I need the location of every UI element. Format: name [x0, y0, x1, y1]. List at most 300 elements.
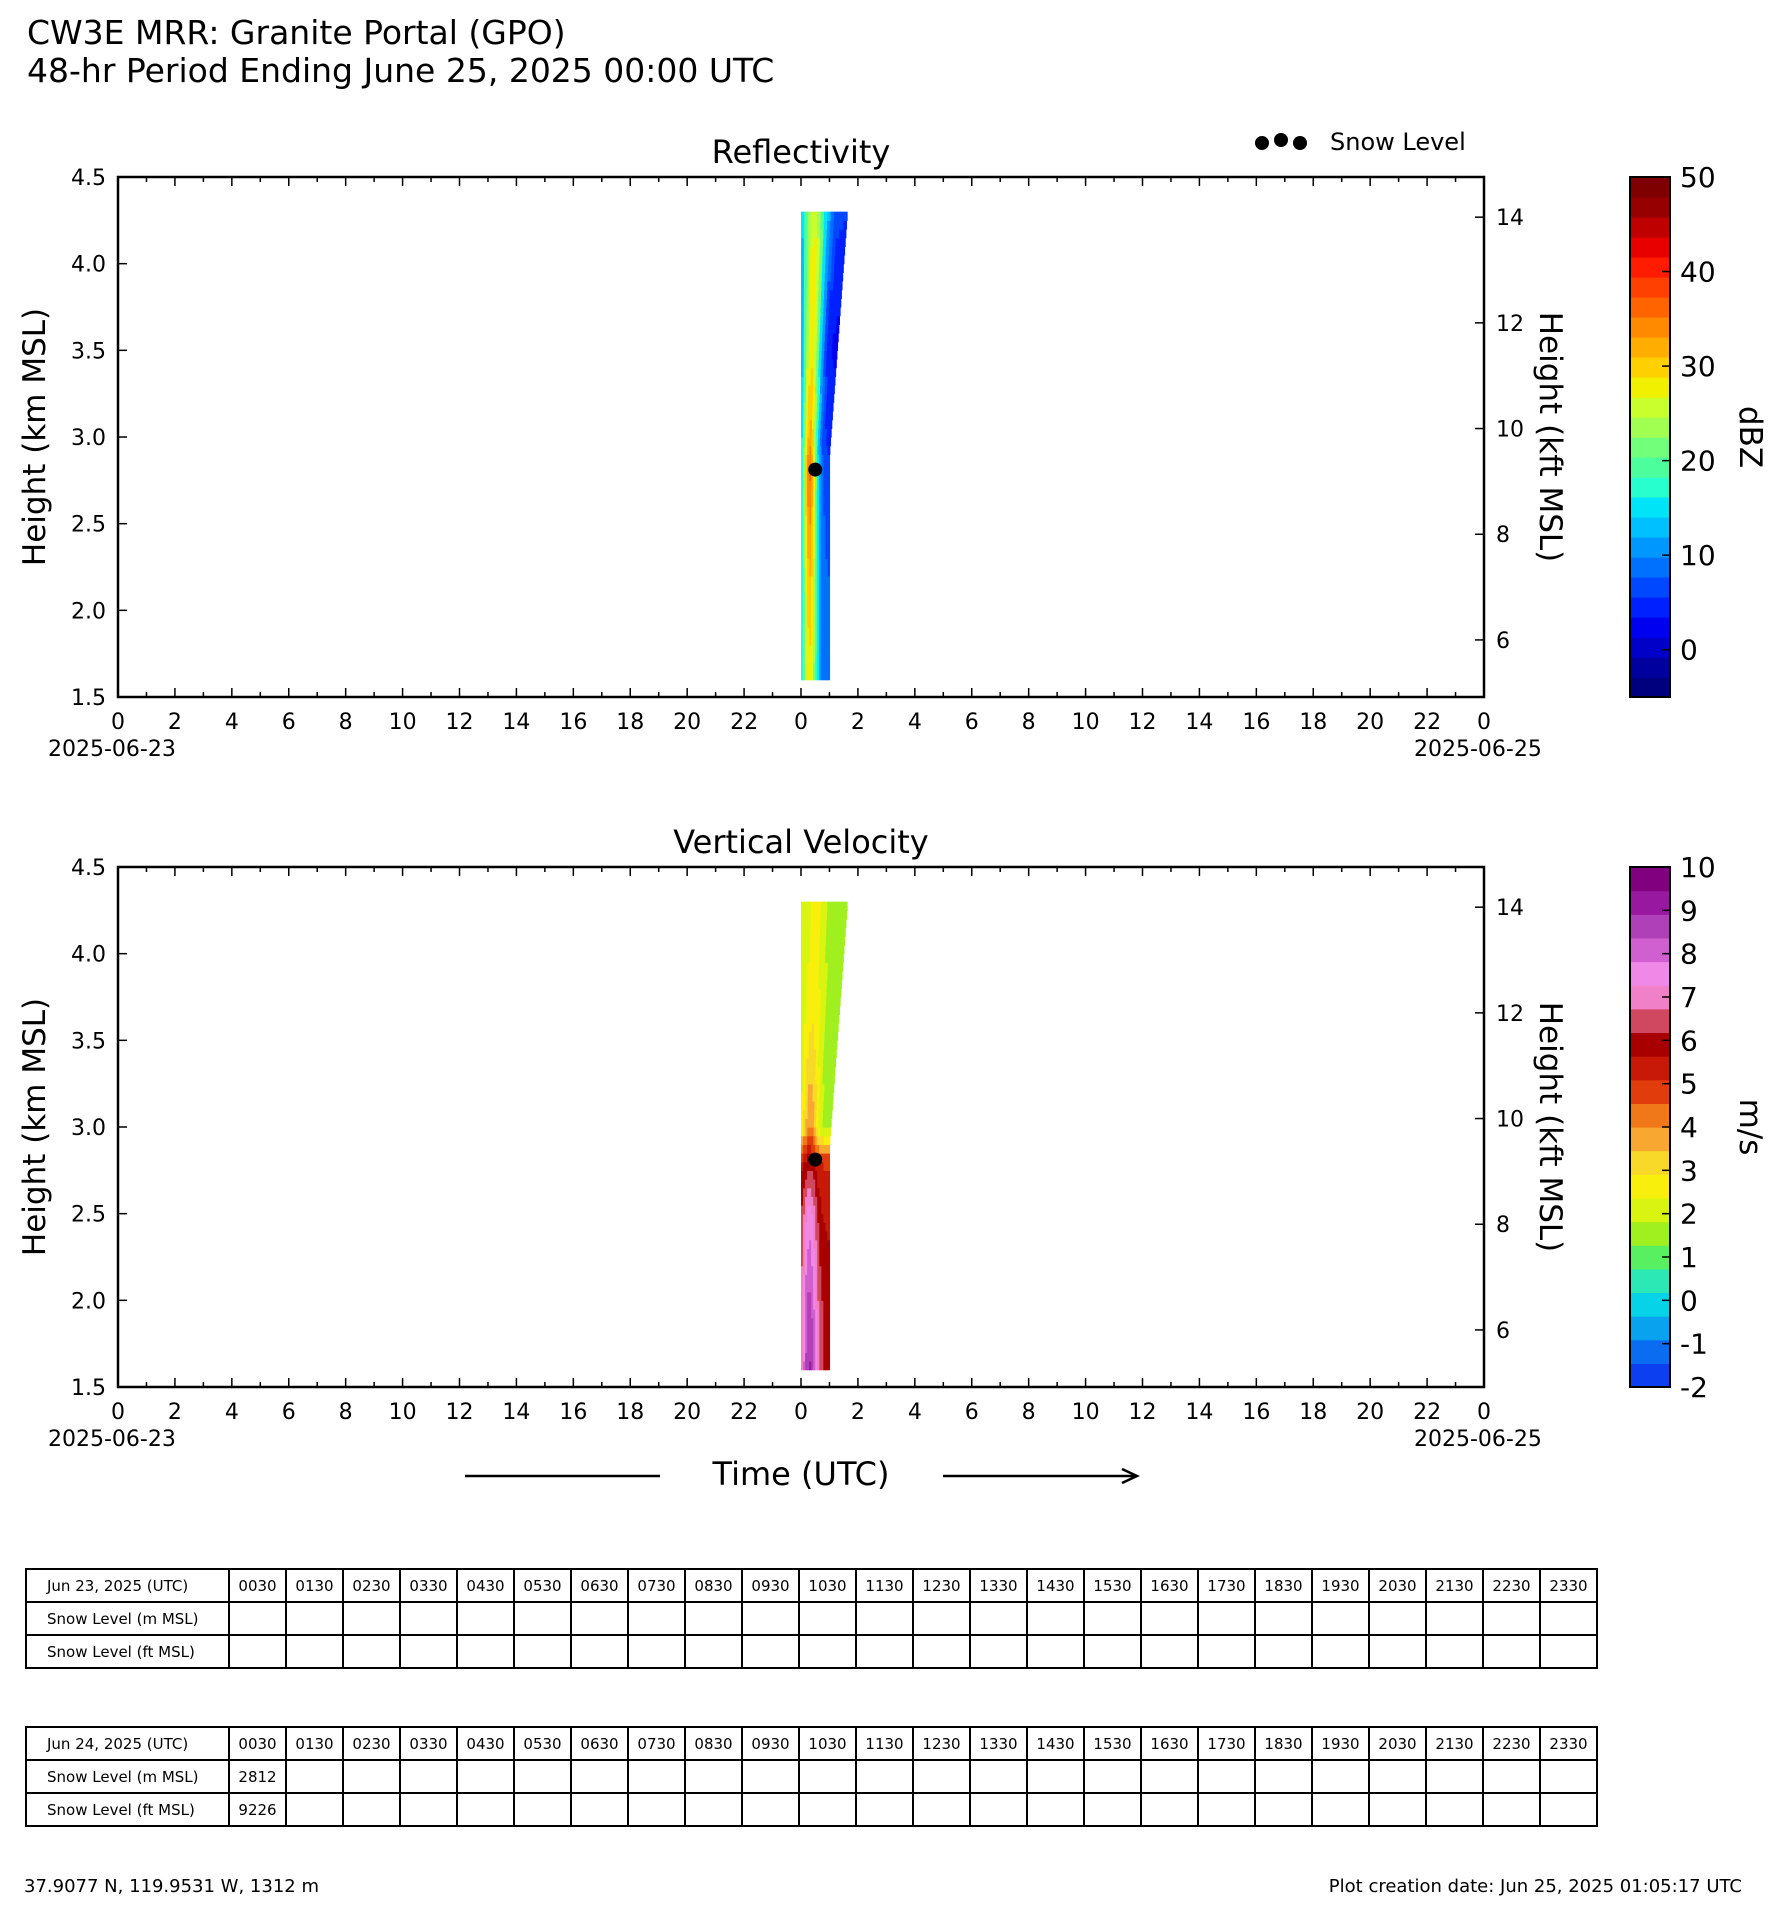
table-value-cell [856, 1793, 913, 1826]
y-tick-label: 4.5 [71, 856, 106, 881]
table-time-cell: 0130 [286, 1727, 343, 1760]
x-tick-label: 14 [502, 1400, 531, 1425]
y2-tick-label: 10 [1496, 1107, 1524, 1133]
colorbar-segment [1630, 1174, 1670, 1198]
heatmap-cell [841, 246, 845, 255]
y2-tick-label: 6 [1496, 628, 1510, 654]
legend-label: Snow Level [1330, 128, 1466, 156]
table-value-cell [1027, 1602, 1084, 1635]
y2-tick-label: 12 [1496, 1001, 1524, 1027]
table-row-label: Snow Level (ft MSL) [26, 1793, 229, 1826]
colorbar-segment [1630, 1198, 1670, 1222]
table-value-cell [571, 1760, 628, 1793]
table-value-cell [970, 1602, 1027, 1635]
table-value-cell [286, 1793, 343, 1826]
table-value-cell [1084, 1635, 1141, 1668]
colorbar-segment [1630, 357, 1670, 378]
table-date-label: Jun 23, 2025 (UTC) [26, 1569, 229, 1602]
colorbar-tick-label: 9 [1680, 894, 1698, 928]
x-tick-label: 2 [167, 1400, 182, 1425]
x-tick-label: 4 [224, 710, 239, 735]
heatmap-cell [835, 1023, 838, 1032]
table-value-cell [1198, 1793, 1255, 1826]
heatmap-cell [827, 576, 830, 585]
table-time-cell: 0130 [286, 1569, 343, 1602]
table-time-cell: 0330 [400, 1727, 457, 1760]
table-value-cell [1027, 1760, 1084, 1793]
heatmap-cell [827, 1188, 830, 1197]
y-tick-label: 2.5 [71, 512, 106, 538]
heatmap-cell [827, 1248, 830, 1257]
heatmap-cell [843, 229, 847, 238]
colorbar-tick-label: 0 [1680, 633, 1698, 667]
colorbar-tick-label: 10 [1680, 851, 1716, 884]
heatmap-cell [842, 238, 846, 247]
colorbar-segment [1630, 617, 1670, 638]
table-value-cell [856, 1760, 913, 1793]
heatmap-cell [839, 281, 843, 290]
heatmap-cell [839, 971, 843, 980]
heatmap-cell [827, 1309, 830, 1318]
heatmap-cell [835, 333, 838, 342]
colorbar-segment [1630, 1222, 1670, 1246]
table-time-cell: 0530 [514, 1569, 571, 1602]
x-tick-label: 0 [111, 710, 125, 735]
table-value-cell [286, 1760, 343, 1793]
table-value-cell [1540, 1635, 1597, 1668]
table-value-cell [286, 1635, 343, 1668]
table-value-cell [913, 1602, 970, 1635]
heatmap-cell [843, 919, 847, 928]
colorbar-segment [1630, 867, 1670, 891]
heatmap-cell [827, 1335, 830, 1344]
table-value-cell [1141, 1602, 1198, 1635]
table-row [26, 1793, 1597, 1826]
y-tick-label: 1.5 [71, 686, 106, 711]
x-tick-label: 8 [338, 710, 353, 735]
heatmap-cell [832, 376, 835, 385]
table-value-cell [1198, 1602, 1255, 1635]
colorbar-segment [1630, 1009, 1670, 1033]
heatmap-cell [832, 1075, 835, 1084]
x-tick-label: 8 [1021, 1400, 1036, 1425]
heatmap-cell [837, 307, 840, 316]
x-tick-label: 6 [281, 710, 296, 735]
heatmap-cell [841, 255, 845, 264]
table-value-cell [1198, 1760, 1255, 1793]
table-value-cell [685, 1635, 742, 1668]
colorbar-segment [1630, 1292, 1670, 1316]
table-time-cell: 1430 [1027, 1569, 1084, 1602]
table-value-cell [913, 1760, 970, 1793]
y-tick-label: 4.5 [71, 166, 106, 191]
heatmap-cell [831, 1092, 834, 1101]
table-value-cell [685, 1793, 742, 1826]
colorbar-segment [1630, 237, 1670, 258]
x-tick-label: 6 [964, 1400, 979, 1425]
heatmap-cell [827, 480, 830, 489]
x-tick-label: 16 [559, 710, 588, 735]
colorbar-segment [1630, 477, 1670, 498]
table-value-cell [1084, 1760, 1141, 1793]
table-time-cell: 0030 [229, 1569, 286, 1602]
colorbar-segment [1630, 1103, 1670, 1127]
y2-tick-label: 10 [1496, 417, 1524, 443]
table-value-cell [742, 1635, 799, 1668]
x-tick-label: 14 [502, 710, 531, 735]
y-tick-label: 3.0 [71, 1116, 106, 1141]
table-value-cell [1540, 1793, 1597, 1826]
table-value-cell [1312, 1793, 1369, 1826]
table-value-cell [514, 1602, 571, 1635]
heatmap-cell [840, 272, 844, 281]
y-axis-label-left: Height (km MSL) [17, 997, 53, 1257]
x-tick-label: 12 [445, 1400, 474, 1425]
y-axis-label-left: Height (km MSL) [17, 307, 53, 567]
heatmap-cell [828, 1127, 831, 1136]
table-value-cell [457, 1602, 514, 1635]
heatmap-cell [827, 506, 830, 515]
colorbar-segment [1630, 297, 1670, 318]
colorbar [1630, 161, 1768, 698]
colorbar-segment [1630, 597, 1670, 618]
table-time-cell: 0830 [685, 1569, 742, 1602]
table-time-cell: 0230 [343, 1569, 400, 1602]
table-value-cell [1084, 1793, 1141, 1826]
x-tick-label: 22 [730, 1400, 759, 1425]
table-time-cell: 1030 [799, 1569, 856, 1602]
colorbar-tick-label: 30 [1680, 350, 1716, 384]
y-tick-label: 4.0 [71, 252, 106, 278]
x-tick-label: 20 [1356, 710, 1385, 735]
y-axis-label-right: Height (kft MSL) [1532, 1001, 1568, 1253]
y2-tick-label: 14 [1496, 206, 1524, 232]
table-time-cell: 2130 [1426, 1569, 1483, 1602]
heatmap-cell [827, 1196, 830, 1205]
table-time-cell: 0530 [514, 1727, 571, 1760]
heatmap-cell [832, 385, 835, 394]
heatmap-cell [827, 1344, 830, 1353]
table-value-cell [1141, 1635, 1198, 1668]
table-value-cell [229, 1635, 286, 1668]
heatmap-cell [827, 532, 830, 541]
panel-title: Vertical Velocity [673, 823, 929, 861]
table-value-cell [400, 1793, 457, 1826]
heatmap-cell [827, 628, 830, 637]
heatmap-cell [844, 902, 848, 911]
table-time-cell: 1830 [1255, 1727, 1312, 1760]
heatmap-cell [827, 1326, 830, 1335]
table-time-cell: 1330 [970, 1569, 1027, 1602]
x-tick-label: 4 [907, 1400, 922, 1425]
table-value-cell [514, 1760, 571, 1793]
table-row-label: Snow Level (m MSL) [26, 1760, 229, 1793]
x-end-date: 2025-06-25 [1414, 1427, 1542, 1452]
table-value-cell [514, 1635, 571, 1668]
table-time-cell: 2230 [1483, 1569, 1540, 1602]
colorbar-segment [1630, 1269, 1670, 1293]
heatmap-cell [827, 662, 830, 671]
colorbar-segment [1630, 891, 1670, 915]
heatmap-cell [827, 1170, 830, 1179]
colorbar-tick-label: 2 [1680, 1197, 1698, 1231]
table-value-cell [400, 1602, 457, 1635]
table-value-cell [343, 1635, 400, 1668]
y2-tick-label: 8 [1496, 523, 1510, 549]
x-tick-label: 16 [1242, 1400, 1271, 1425]
figure-title-line1: CW3E MRR: Granite Portal (GPO) [27, 13, 566, 52]
x-tick-label: 16 [559, 1400, 588, 1425]
table-row [26, 1760, 1597, 1793]
colorbar-segment [1630, 1151, 1670, 1175]
table-value-cell [1369, 1760, 1426, 1793]
colorbar-tick-label: 10 [1680, 539, 1716, 573]
heatmap-cell [827, 1153, 830, 1162]
heatmap-cell [827, 567, 830, 576]
heatmap-cell [840, 954, 844, 963]
colorbar-tick-label: -1 [1680, 1327, 1708, 1361]
x-tick-label: 2 [167, 710, 182, 735]
heatmap-cell [828, 446, 831, 455]
colorbar-segment [1630, 257, 1670, 278]
heatmap-cell [827, 515, 830, 524]
heatmap-cell [838, 290, 841, 299]
snow-level-marker [808, 1153, 822, 1167]
y-tick-label: 2.0 [71, 599, 106, 625]
legend [1255, 128, 1466, 156]
table-time-cell: 1530 [1084, 1569, 1141, 1602]
heatmap-cell [836, 324, 839, 333]
heatmap-cell [827, 1318, 830, 1327]
heatmap-cell [840, 264, 844, 273]
heatmap-cell [827, 1300, 830, 1309]
colorbar-segment [1630, 497, 1670, 518]
heatmap-cell [827, 1274, 830, 1283]
colorbar-segment [1630, 914, 1670, 938]
colorbar-label: dBZ [1732, 405, 1768, 469]
heatmap-cell [837, 997, 840, 1006]
table-value-cell [514, 1793, 571, 1826]
colorbar-tick-label: 20 [1680, 444, 1716, 478]
colorbar-segment [1630, 437, 1670, 458]
table-value-cell [457, 1760, 514, 1793]
table-value-cell [1483, 1793, 1540, 1826]
table-value-cell [1255, 1793, 1312, 1826]
heatmap-cell [834, 350, 837, 359]
table-date-label: Jun 24, 2025 (UTC) [26, 1727, 229, 1760]
colorbar-segment [1630, 517, 1670, 538]
table-value-cell [628, 1793, 685, 1826]
colorbar-segment [1630, 1056, 1670, 1080]
x-tick-label: 12 [1128, 710, 1157, 735]
x-tick-label: 12 [1128, 1400, 1157, 1425]
table-time-cell: 1630 [1141, 1569, 1198, 1602]
heatmap-cell [843, 910, 847, 919]
heatmap-cell [834, 1040, 837, 1049]
table-value-cell [571, 1793, 628, 1826]
colorbar-segment [1630, 1032, 1670, 1056]
table-value-cell [1198, 1635, 1255, 1668]
table-row [26, 1635, 1597, 1668]
x-tick-label: 8 [338, 1400, 353, 1425]
legend-marker [1255, 136, 1269, 150]
colorbar-segment [1630, 377, 1670, 398]
x-tick-label: 2 [850, 710, 865, 735]
colorbar-tick-label: 5 [1680, 1067, 1698, 1101]
table-time-cell: 2030 [1369, 1569, 1426, 1602]
x-tick-label: 6 [281, 1400, 296, 1425]
site-location: 37.9077 N, 119.9531 W, 1312 m [24, 1876, 319, 1897]
snow-level-marker [808, 463, 822, 477]
colorbar-tick-label: 7 [1680, 981, 1698, 1014]
table-value-cell [1027, 1793, 1084, 1826]
table-value-cell [1027, 1635, 1084, 1668]
x-tick-label: 14 [1185, 1400, 1214, 1425]
table-value-cell [343, 1793, 400, 1826]
y-tick-label: 1.5 [71, 1376, 106, 1401]
colorbar-tick-label: 0 [1680, 1284, 1698, 1318]
table-value-cell [913, 1793, 970, 1826]
x-tick-label: 18 [616, 710, 645, 735]
table-value-cell [799, 1760, 856, 1793]
heatmap-cell [831, 402, 834, 411]
colorbar-segment [1630, 277, 1670, 298]
heatmap-cell [827, 654, 830, 663]
heatmap-cell [838, 988, 841, 997]
heatmap-cell [840, 962, 844, 971]
snow-level-table-jun24 [25, 1726, 1598, 1827]
table-time-cell: 1730 [1198, 1569, 1255, 1602]
heatmap-cell [827, 541, 830, 550]
heatmap-cell [841, 936, 845, 945]
table-time-cell: 1630 [1141, 1727, 1198, 1760]
table-value-cell [1312, 1760, 1369, 1793]
heatmap-cell [830, 420, 833, 429]
table-value-cell [628, 1635, 685, 1668]
legend-marker [1293, 136, 1307, 150]
heatmap-cell [837, 316, 840, 325]
x-tick-label: 8 [1021, 710, 1036, 735]
table-value-cell [970, 1793, 1027, 1826]
heatmap-cell [827, 1257, 830, 1266]
heatmap-cell [827, 602, 830, 611]
heatmap-cell [827, 454, 830, 463]
heatmap-cell [834, 1049, 837, 1058]
colorbar-tick-label: -2 [1680, 1371, 1708, 1404]
heatmap-cell [827, 1179, 830, 1188]
heatmap-cell [843, 220, 847, 229]
table-value-cell [1255, 1760, 1312, 1793]
colorbar-segment [1630, 1127, 1670, 1151]
x-tick-label: 18 [616, 1400, 645, 1425]
colorbar-tick-label: 50 [1680, 161, 1716, 194]
y2-tick-label: 6 [1496, 1318, 1510, 1344]
table-time-cell: 1730 [1198, 1727, 1255, 1760]
heatmap-cell [827, 498, 830, 507]
table-value-cell [1141, 1793, 1198, 1826]
heatmap-cell [842, 928, 846, 937]
heatmap-cell [836, 1014, 839, 1023]
table-value-cell [1540, 1602, 1597, 1635]
table-time-cell: 0730 [628, 1727, 685, 1760]
x-axis-label: Time (UTC) [712, 1455, 890, 1493]
table-time-cell: 0330 [400, 1569, 457, 1602]
heatmap-cell [827, 593, 830, 602]
x-tick-label: 10 [1071, 710, 1100, 735]
colorbar-tick-label: 8 [1680, 937, 1698, 971]
table-header-row [26, 1569, 1597, 1602]
heatmap [801, 902, 848, 1371]
x-tick-label: 0 [794, 710, 808, 735]
table-value-cell [400, 1635, 457, 1668]
table-time-cell: 1230 [913, 1727, 970, 1760]
table-time-cell: 0630 [571, 1727, 628, 1760]
y2-tick-label: 14 [1496, 896, 1524, 922]
colorbar-segment [1630, 577, 1670, 598]
heatmap-cell [838, 298, 841, 307]
table-value-cell: 2812 [229, 1760, 286, 1793]
heatmap-cell [827, 1292, 830, 1301]
heatmap-cell [827, 1214, 830, 1223]
table-value-cell [1483, 1635, 1540, 1668]
y-tick-label: 2.5 [71, 1202, 106, 1228]
table-value-cell [1369, 1602, 1426, 1635]
colorbar-segment [1630, 417, 1670, 438]
colorbar-tick-label: 40 [1680, 255, 1716, 289]
heatmap-cell [827, 1240, 830, 1249]
x-tick-label: 18 [1299, 710, 1328, 735]
table-row-label: Snow Level (m MSL) [26, 1602, 229, 1635]
table-value-cell [400, 1760, 457, 1793]
x-tick-label: 4 [224, 1400, 239, 1425]
table-time-cell: 0230 [343, 1727, 400, 1760]
heatmap-cell [829, 428, 832, 437]
heatmap-cell [827, 584, 830, 593]
y-tick-label: 3.5 [71, 339, 106, 365]
table-value-cell [856, 1635, 913, 1668]
x-start-date: 2025-06-23 [48, 737, 176, 762]
heatmap-cell [838, 980, 841, 989]
colorbar-segment [1630, 938, 1670, 962]
table-value-cell: 9226 [229, 1793, 286, 1826]
heatmap-cell [837, 1006, 840, 1015]
heatmap-cell [828, 437, 831, 446]
colorbar-label: m/s [1732, 1098, 1768, 1156]
colorbar-segment [1630, 397, 1670, 418]
table-value-cell [628, 1760, 685, 1793]
table-value-cell [1084, 1602, 1141, 1635]
x-end-date: 2025-06-25 [1414, 737, 1542, 762]
table-row-label: Snow Level (ft MSL) [26, 1635, 229, 1668]
x-tick-label: 0 [1477, 710, 1491, 735]
table-value-cell [1255, 1602, 1312, 1635]
table-time-cell: 0830 [685, 1727, 742, 1760]
table-value-cell [229, 1602, 286, 1635]
table-value-cell [685, 1760, 742, 1793]
heatmap-cell [831, 1084, 834, 1093]
table-value-cell [1483, 1760, 1540, 1793]
table-value-cell [1426, 1602, 1483, 1635]
table-value-cell [1369, 1635, 1426, 1668]
table-value-cell [1426, 1793, 1483, 1826]
snow-level-table-jun23 [25, 1568, 1598, 1669]
table-time-cell: 1130 [856, 1727, 913, 1760]
table-value-cell [913, 1635, 970, 1668]
table-time-cell: 0930 [742, 1727, 799, 1760]
table-value-cell [1369, 1793, 1426, 1826]
table-time-cell: 0430 [457, 1569, 514, 1602]
x-tick-label: 22 [1413, 1400, 1442, 1425]
